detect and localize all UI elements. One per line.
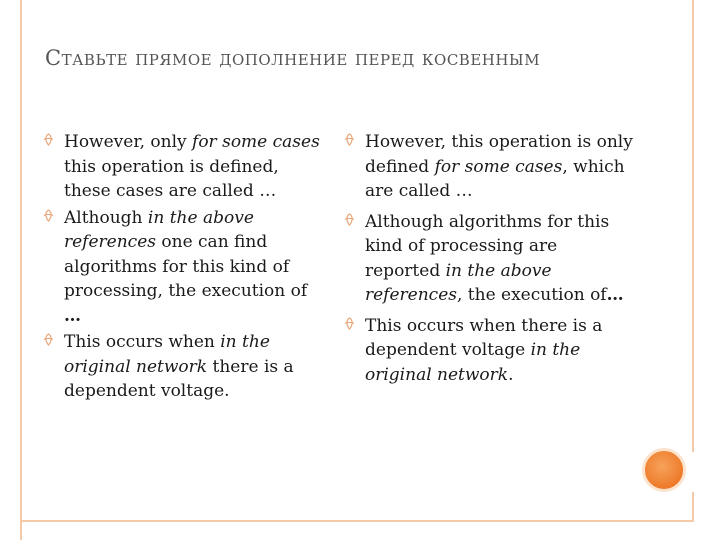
flourish-bullet-icon bbox=[42, 333, 55, 346]
flourish-bullet-icon bbox=[343, 213, 356, 226]
slide-frame-right-lower bbox=[692, 492, 694, 522]
item-text: However, only bbox=[64, 132, 193, 152]
flourish-bullet-icon bbox=[343, 317, 356, 330]
item-text: . bbox=[508, 364, 514, 385]
item-text: Although bbox=[64, 207, 148, 228]
left-column bbox=[42, 130, 322, 406]
item-italic: in the above references bbox=[64, 207, 254, 252]
slide-frame-right bbox=[692, 0, 694, 452]
decorative-orange-circle bbox=[642, 448, 686, 492]
bullet-item bbox=[42, 330, 322, 404]
bullet-item bbox=[343, 314, 633, 388]
slide-title: Ставьте прямое дополнение перед косвенным bbox=[45, 46, 541, 70]
item-text: This occurs when bbox=[64, 332, 221, 352]
flourish-bullet-icon bbox=[343, 133, 356, 146]
item-text: one can find algorithms for this kind of processing, the execution of bbox=[64, 232, 308, 301]
bullet-item bbox=[343, 210, 633, 308]
item-text: This occurs when there is a dependent voltage bbox=[365, 315, 603, 360]
right-column bbox=[343, 130, 633, 393]
item-italic: for some cases bbox=[192, 132, 320, 152]
slide-frame-bottom bbox=[20, 520, 694, 522]
item-italic: in the original network bbox=[365, 340, 581, 385]
bullet-item bbox=[42, 206, 322, 329]
item-bold: … bbox=[606, 285, 624, 305]
item-bold: … bbox=[64, 305, 81, 326]
item-italic: in the original network bbox=[64, 332, 270, 377]
item-italic: in the above references bbox=[365, 260, 552, 305]
slide-frame-left bbox=[20, 0, 22, 540]
item-text: However, this operation is only defined bbox=[365, 132, 633, 177]
flourish-bullet-icon bbox=[42, 209, 55, 222]
item-text: this operation is defined, these cases are called … bbox=[64, 156, 279, 201]
item-text: , the execution of bbox=[456, 285, 607, 305]
item-italic: for some cases bbox=[434, 156, 563, 177]
flourish-bullet-icon bbox=[42, 133, 55, 146]
bullet-item bbox=[42, 130, 322, 204]
item-text: , which are called … bbox=[365, 156, 625, 201]
bullet-item bbox=[343, 130, 633, 204]
item-text: Although algorithms for this kind of processing are reported bbox=[365, 211, 610, 281]
item-text: there is a dependent voltage. bbox=[64, 356, 294, 401]
